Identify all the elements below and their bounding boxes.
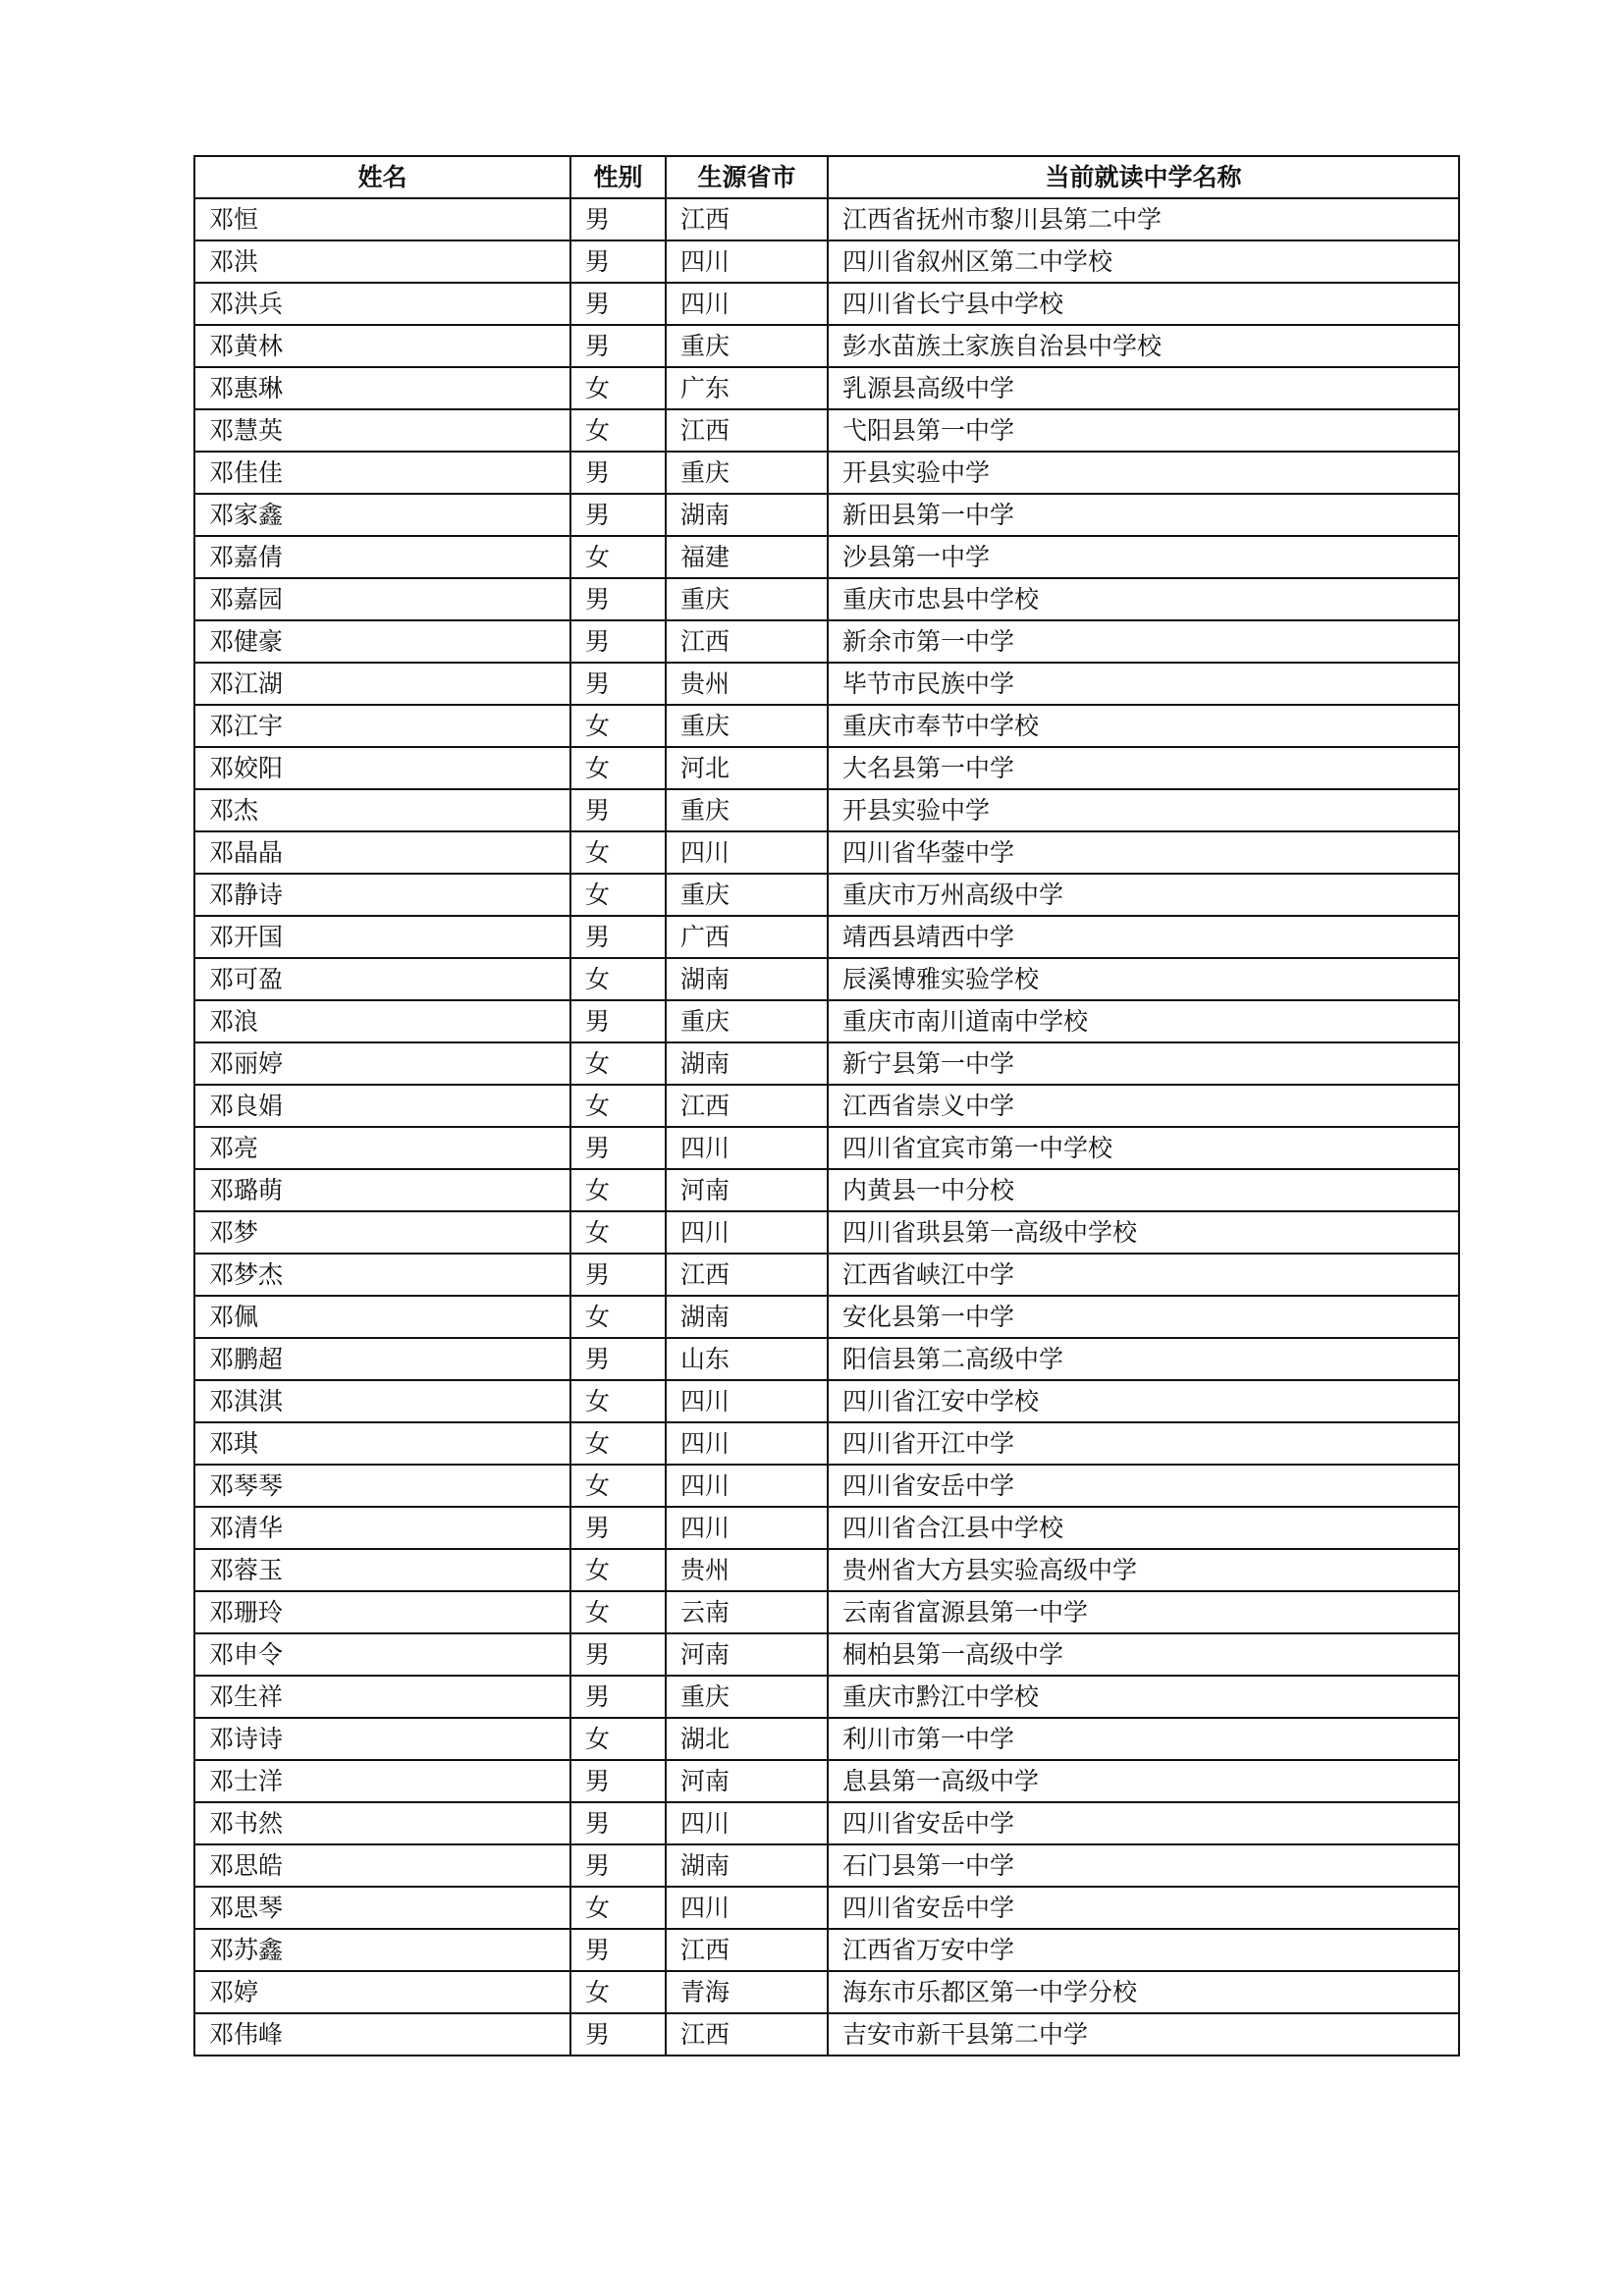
cell-school: 江西省抚州市黎川县第二中学	[828, 198, 1459, 240]
cell-province: 广东	[666, 367, 828, 409]
cell-school: 江西省峡江中学	[828, 1254, 1459, 1296]
cell-school: 阳信县第二高级中学	[828, 1338, 1459, 1380]
cell-gender: 男	[570, 1633, 666, 1676]
cell-school: 四川省安岳中学	[828, 1802, 1459, 1844]
cell-school: 四川省华蓥中学	[828, 831, 1459, 874]
table-row	[194, 452, 1459, 494]
cell-school: 开县实验中学	[828, 452, 1459, 494]
cell-gender: 女	[570, 367, 666, 409]
table-row	[194, 1338, 1459, 1380]
cell-gender: 男	[570, 789, 666, 831]
cell-gender: 男	[570, 1844, 666, 1887]
cell-gender: 男	[570, 1507, 666, 1549]
cell-school: 新田县第一中学	[828, 494, 1459, 536]
table-row	[194, 1591, 1459, 1633]
header-school: 当前就读中学名称	[828, 156, 1459, 198]
cell-school: 利川市第一中学	[828, 1718, 1459, 1760]
table-row	[194, 1380, 1459, 1422]
cell-gender: 男	[570, 1929, 666, 1971]
cell-school: 江西省崇义中学	[828, 1085, 1459, 1127]
table-row	[194, 1760, 1459, 1802]
cell-name: 邓蓉玉	[194, 1549, 570, 1591]
cell-name: 邓士洋	[194, 1760, 570, 1802]
cell-gender: 男	[570, 494, 666, 536]
cell-name: 邓惠琳	[194, 367, 570, 409]
cell-province: 湖北	[666, 1718, 828, 1760]
cell-gender: 男	[570, 452, 666, 494]
cell-province: 四川	[666, 1887, 828, 1929]
cell-province: 湖南	[666, 958, 828, 1000]
table-row	[194, 494, 1459, 536]
cell-school: 云南省富源县第一中学	[828, 1591, 1459, 1633]
cell-school: 重庆市忠县中学校	[828, 578, 1459, 620]
cell-school: 弋阳县第一中学	[828, 409, 1459, 452]
cell-name: 邓淇淇	[194, 1380, 570, 1422]
cell-province: 江西	[666, 620, 828, 663]
cell-name: 邓江宇	[194, 705, 570, 747]
cell-gender: 男	[570, 1127, 666, 1169]
cell-province: 河南	[666, 1169, 828, 1211]
cell-province: 江西	[666, 1085, 828, 1127]
cell-name: 邓可盈	[194, 958, 570, 1000]
cell-province: 重庆	[666, 578, 828, 620]
cell-name: 邓琴琴	[194, 1465, 570, 1507]
cell-province: 河北	[666, 747, 828, 789]
cell-gender: 女	[570, 1887, 666, 1929]
cell-province: 重庆	[666, 1000, 828, 1042]
cell-province: 福建	[666, 536, 828, 578]
table-row	[194, 705, 1459, 747]
cell-name: 邓思琴	[194, 1887, 570, 1929]
cell-school: 四川省珙县第一高级中学校	[828, 1211, 1459, 1254]
cell-gender: 女	[570, 1549, 666, 1591]
cell-gender: 女	[570, 1971, 666, 2013]
cell-name: 邓黄林	[194, 325, 570, 367]
cell-name: 邓浪	[194, 1000, 570, 1042]
cell-gender: 男	[570, 1000, 666, 1042]
cell-school: 贵州省大方县实验高级中学	[828, 1549, 1459, 1591]
cell-name: 邓诗诗	[194, 1718, 570, 1760]
cell-province: 重庆	[666, 874, 828, 916]
cell-name: 邓鹏超	[194, 1338, 570, 1380]
header-name: 姓名	[194, 156, 570, 198]
cell-school: 四川省开江中学	[828, 1422, 1459, 1465]
cell-name: 邓佩	[194, 1296, 570, 1338]
cell-name: 邓静诗	[194, 874, 570, 916]
cell-school: 大名县第一中学	[828, 747, 1459, 789]
table-row	[194, 1296, 1459, 1338]
cell-name: 邓良娟	[194, 1085, 570, 1127]
cell-school: 靖西县靖西中学	[828, 916, 1459, 958]
cell-gender: 女	[570, 1380, 666, 1422]
table-row	[194, 663, 1459, 705]
cell-gender: 女	[570, 874, 666, 916]
cell-school: 辰溪博雅实验学校	[828, 958, 1459, 1000]
cell-gender: 男	[570, 1802, 666, 1844]
cell-province: 湖南	[666, 1844, 828, 1887]
cell-province: 江西	[666, 198, 828, 240]
table-row	[194, 283, 1459, 325]
cell-province: 贵州	[666, 663, 828, 705]
cell-gender: 男	[570, 240, 666, 283]
table-row	[194, 1042, 1459, 1085]
cell-gender: 男	[570, 1254, 666, 1296]
table-row	[194, 409, 1459, 452]
cell-name: 邓姣阳	[194, 747, 570, 789]
header-gender: 性别	[570, 156, 666, 198]
cell-province: 江西	[666, 1929, 828, 1971]
cell-name: 邓亮	[194, 1127, 570, 1169]
cell-school: 沙县第一中学	[828, 536, 1459, 578]
cell-gender: 女	[570, 1042, 666, 1085]
cell-province: 四川	[666, 1802, 828, 1844]
cell-school: 四川省叙州区第二中学校	[828, 240, 1459, 283]
cell-province: 贵州	[666, 1549, 828, 1591]
cell-school: 石门县第一中学	[828, 1844, 1459, 1887]
student-table	[193, 155, 1460, 2056]
cell-gender: 女	[570, 747, 666, 789]
cell-name: 邓璐萌	[194, 1169, 570, 1211]
cell-name: 邓伟峰	[194, 2013, 570, 2056]
cell-province: 江西	[666, 409, 828, 452]
cell-name: 邓清华	[194, 1507, 570, 1549]
cell-province: 河南	[666, 1760, 828, 1802]
table-row	[194, 1718, 1459, 1760]
cell-school: 重庆市黔江中学校	[828, 1676, 1459, 1718]
cell-school: 重庆市奉节中学校	[828, 705, 1459, 747]
table-row	[194, 1127, 1459, 1169]
cell-province: 四川	[666, 831, 828, 874]
table-row	[194, 747, 1459, 789]
cell-gender: 女	[570, 1085, 666, 1127]
cell-name: 邓珊玲	[194, 1591, 570, 1633]
cell-gender: 女	[570, 831, 666, 874]
cell-province: 四川	[666, 1507, 828, 1549]
table-row	[194, 578, 1459, 620]
table-row	[194, 620, 1459, 663]
cell-gender: 男	[570, 1676, 666, 1718]
cell-gender: 女	[570, 1718, 666, 1760]
cell-province: 山东	[666, 1338, 828, 1380]
cell-name: 邓晶晶	[194, 831, 570, 874]
cell-name: 邓开国	[194, 916, 570, 958]
cell-name: 邓苏鑫	[194, 1929, 570, 1971]
table-row	[194, 240, 1459, 283]
cell-name: 邓慧英	[194, 409, 570, 452]
cell-name: 邓思皓	[194, 1844, 570, 1887]
cell-province: 云南	[666, 1591, 828, 1633]
cell-school: 四川省长宁县中学校	[828, 283, 1459, 325]
cell-province: 湖南	[666, 1296, 828, 1338]
cell-name: 邓梦杰	[194, 1254, 570, 1296]
cell-school: 开县实验中学	[828, 789, 1459, 831]
table-row	[194, 958, 1459, 1000]
table-row	[194, 916, 1459, 958]
cell-province: 江西	[666, 2013, 828, 2056]
table-row	[194, 2013, 1459, 2056]
cell-school: 重庆市万州高级中学	[828, 874, 1459, 916]
header-province: 生源省市	[666, 156, 828, 198]
table-row	[194, 367, 1459, 409]
table-row	[194, 198, 1459, 240]
table-row	[194, 831, 1459, 874]
cell-name: 邓琪	[194, 1422, 570, 1465]
cell-gender: 女	[570, 409, 666, 452]
table-header-row	[194, 156, 1459, 198]
cell-gender: 男	[570, 1338, 666, 1380]
cell-province: 河南	[666, 1633, 828, 1676]
cell-name: 邓申令	[194, 1633, 570, 1676]
table-row	[194, 1633, 1459, 1676]
cell-name: 邓洪兵	[194, 283, 570, 325]
cell-school: 毕节市民族中学	[828, 663, 1459, 705]
table-row	[194, 1802, 1459, 1844]
cell-province: 四川	[666, 1465, 828, 1507]
cell-gender: 女	[570, 1296, 666, 1338]
table-row	[194, 1971, 1459, 2013]
cell-province: 湖南	[666, 1042, 828, 1085]
table-row	[194, 536, 1459, 578]
cell-gender: 男	[570, 283, 666, 325]
cell-gender: 女	[570, 1169, 666, 1211]
table-row	[194, 1887, 1459, 1929]
cell-name: 邓杰	[194, 789, 570, 831]
cell-province: 四川	[666, 1380, 828, 1422]
cell-province: 青海	[666, 1971, 828, 2013]
cell-province: 江西	[666, 1254, 828, 1296]
cell-school: 四川省安岳中学	[828, 1465, 1459, 1507]
table-row	[194, 874, 1459, 916]
table-row	[194, 1254, 1459, 1296]
cell-school: 乳源县高级中学	[828, 367, 1459, 409]
cell-name: 邓佳佳	[194, 452, 570, 494]
cell-school: 重庆市南川道南中学校	[828, 1000, 1459, 1042]
cell-gender: 男	[570, 916, 666, 958]
table-row	[194, 1929, 1459, 1971]
cell-province: 四川	[666, 1211, 828, 1254]
table-row	[194, 1507, 1459, 1549]
cell-gender: 女	[570, 1465, 666, 1507]
table-row	[194, 789, 1459, 831]
cell-school: 四川省宜宾市第一中学校	[828, 1127, 1459, 1169]
cell-school: 彭水苗族土家族自治县中学校	[828, 325, 1459, 367]
cell-school: 四川省合江县中学校	[828, 1507, 1459, 1549]
cell-name: 邓丽婷	[194, 1042, 570, 1085]
cell-province: 重庆	[666, 705, 828, 747]
cell-gender: 女	[570, 536, 666, 578]
cell-school: 吉安市新干县第二中学	[828, 2013, 1459, 2056]
cell-province: 重庆	[666, 325, 828, 367]
cell-school: 新宁县第一中学	[828, 1042, 1459, 1085]
cell-name: 邓健豪	[194, 620, 570, 663]
cell-school: 四川省安岳中学	[828, 1887, 1459, 1929]
cell-school: 安化县第一中学	[828, 1296, 1459, 1338]
cell-province: 广西	[666, 916, 828, 958]
table-row	[194, 1085, 1459, 1127]
cell-gender: 男	[570, 663, 666, 705]
cell-name: 邓江湖	[194, 663, 570, 705]
table-row	[194, 1549, 1459, 1591]
table-row	[194, 1000, 1459, 1042]
cell-gender: 男	[570, 1760, 666, 1802]
cell-gender: 女	[570, 1211, 666, 1254]
cell-name: 邓生祥	[194, 1676, 570, 1718]
cell-province: 四川	[666, 1422, 828, 1465]
cell-gender: 男	[570, 578, 666, 620]
cell-gender: 男	[570, 325, 666, 367]
cell-school: 四川省江安中学校	[828, 1380, 1459, 1422]
cell-name: 邓洪	[194, 240, 570, 283]
cell-gender: 女	[570, 705, 666, 747]
table-row	[194, 1422, 1459, 1465]
cell-name: 邓家鑫	[194, 494, 570, 536]
cell-name: 邓书然	[194, 1802, 570, 1844]
table-row	[194, 1676, 1459, 1718]
cell-school: 新余市第一中学	[828, 620, 1459, 663]
cell-gender: 男	[570, 620, 666, 663]
cell-name: 邓恒	[194, 198, 570, 240]
cell-province: 重庆	[666, 452, 828, 494]
table-row	[194, 325, 1459, 367]
cell-gender: 女	[570, 1591, 666, 1633]
cell-province: 湖南	[666, 494, 828, 536]
cell-province: 四川	[666, 240, 828, 283]
cell-name: 邓梦	[194, 1211, 570, 1254]
cell-school: 内黄县一中分校	[828, 1169, 1459, 1211]
table-row	[194, 1844, 1459, 1887]
cell-province: 四川	[666, 283, 828, 325]
table-row	[194, 1169, 1459, 1211]
cell-gender: 女	[570, 1422, 666, 1465]
cell-gender: 女	[570, 958, 666, 1000]
table-row	[194, 1465, 1459, 1507]
cell-name: 邓嘉倩	[194, 536, 570, 578]
cell-name: 邓嘉园	[194, 578, 570, 620]
cell-school: 江西省万安中学	[828, 1929, 1459, 1971]
cell-school: 海东市乐都区第一中学分校	[828, 1971, 1459, 2013]
cell-name: 邓婷	[194, 1971, 570, 2013]
cell-gender: 男	[570, 198, 666, 240]
cell-gender: 男	[570, 2013, 666, 2056]
table-row	[194, 1211, 1459, 1254]
cell-province: 四川	[666, 1127, 828, 1169]
cell-school: 息县第一高级中学	[828, 1760, 1459, 1802]
cell-province: 重庆	[666, 1676, 828, 1718]
cell-school: 桐柏县第一高级中学	[828, 1633, 1459, 1676]
cell-province: 重庆	[666, 789, 828, 831]
